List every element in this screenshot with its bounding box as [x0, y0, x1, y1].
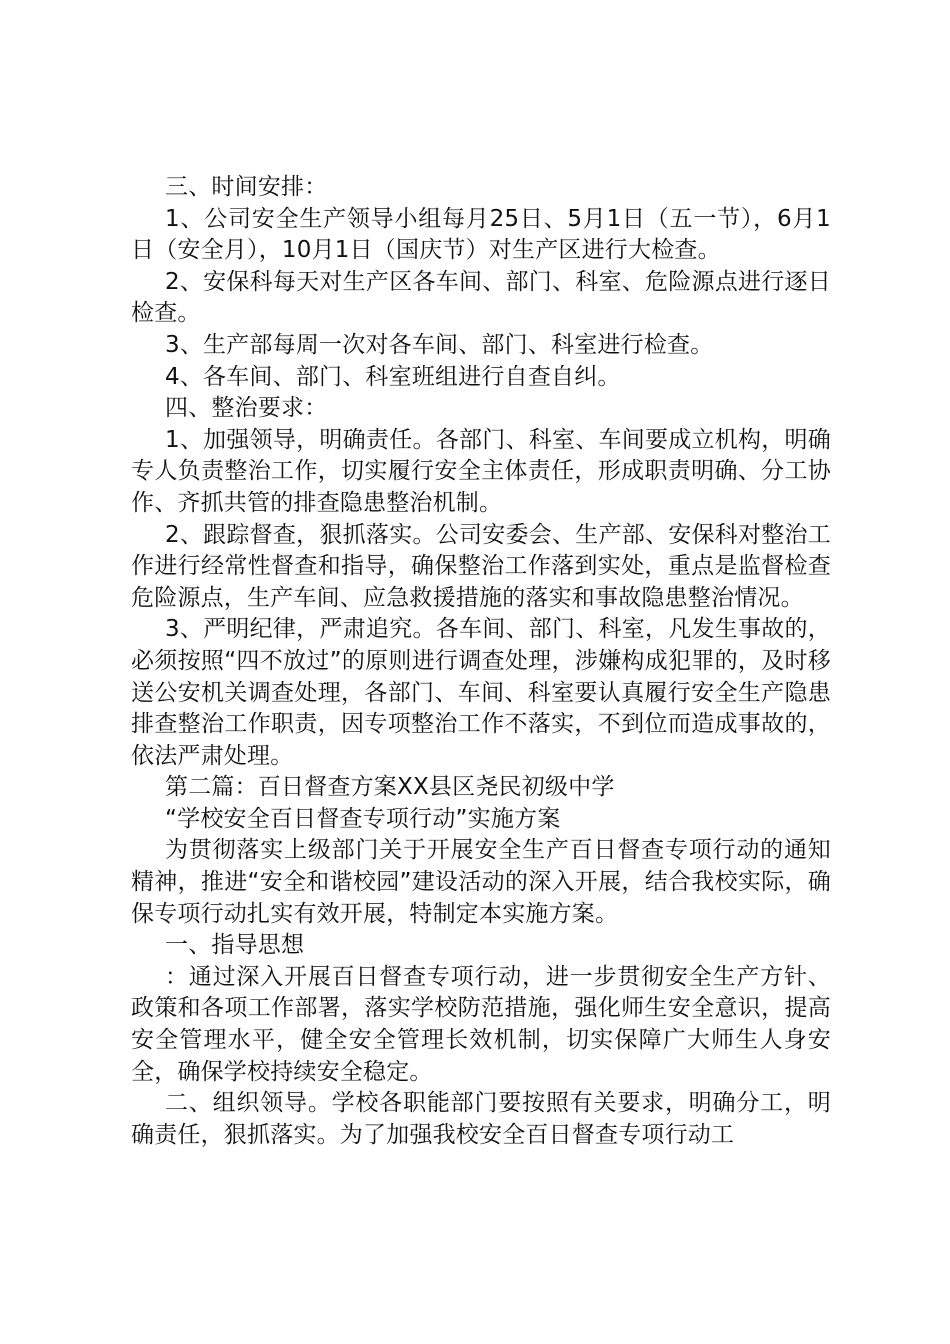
paragraph-strengthen-leadership: 1、加强领导，明确责任。各部门、科室、车间要成立机构，明确专人负责整治工作，切实履行安全主体责任，形成职责明确、分工协作、齐抓共管的排查隐患整治机制。 [131, 426, 831, 516]
section-subtitle-plan: “学校安全百日督查专项行动”实施方案 [165, 805, 561, 832]
paragraph-strict-discipline: 3、严明纪律，严肃追究。各车间、部门、科室，凡发生事故的，必须按照“四不放过”的原则进行调查处理，涉嫌构成犯罪的，及时移送公安机关调查处理，各部门、车间、科室要认真履行安全生产隐患排查整治工作职责，因专项整治工作不落实，不到位而造成事故的，依法严肃处理。 [131, 616, 831, 769]
paragraph-leadership-inspection: 1、公司安全生产领导小组每月25日、5月1日（五一节），6月1日（安全月），10月1日（国庆节）对生产区进行大检查。 [131, 205, 831, 264]
paragraph-weekly-inspection: 3、生产部每周一次对各车间、部门、科室进行检查。 [165, 331, 714, 358]
paragraph-follow-up-supervision: 2、跟踪督查，狠抓落实。公司安委会、生产部、安保科对整治工作进行经常性督查和指导，确保整治工作落到实处，重点是监督检查危险源点，生产车间、应急救援措施的落实和事故隐患整治情况。 [131, 521, 831, 611]
section-title-part-two: 第二篇：百日督查方案XX县区尧民初级中学 [165, 774, 615, 801]
paragraph-guiding-ideology: ：通过深入开展百日督查专项行动，进一步贯彻安全生产方针、政策和各项工作部署，落实学校防范措施，强化师生安全意识，提高安全管理水平，健全安全管理长效机制，切实保障广大师生人身安全，确保学校持续安全稳定。 [131, 963, 831, 1085]
paragraph-daily-inspection: 2、安保科每天对生产区各车间、部门、科室、危险源点进行逐日检查。 [131, 268, 831, 327]
paragraph-introduction: 为贯彻落实上级部门关于开展安全生产百日督查专项行动的通知精神，推进“安全和谐校园”建设活动的深入开展，结合我校实际，确保专项行动扎实有效开展，特制定本实施方案。 [131, 837, 831, 927]
document-body [131, 172, 831, 1151]
paragraph-organization-leadership: 二、组织领导。学校各职能部门要按照有关要求，明确分工，明确责任，狠抓落实。为了加强我校安全百日督查专项行动工 [131, 1090, 831, 1148]
paragraph-self-check: 4、各车间、部门、科室班组进行自查自纠。 [165, 363, 621, 390]
heading-rectification-requirements: 四、整治要求： [165, 395, 328, 422]
heading-guiding-ideology: 一、指导思想 [165, 932, 305, 959]
heading-time-schedule: 三、时间安排： [165, 174, 328, 200]
